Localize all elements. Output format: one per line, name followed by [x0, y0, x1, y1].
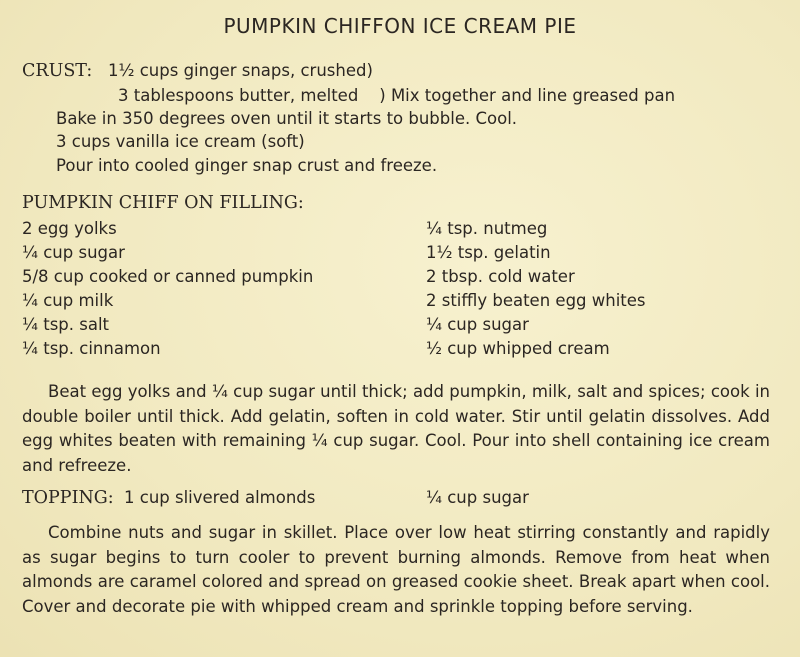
recipe-title: PUMPKIN CHIFFON ICE CREAM PIE	[223, 14, 577, 38]
filling-ingredient: 2 stiffly beaten egg whites	[426, 291, 646, 310]
filling-instructions	[22, 380, 770, 478]
crust-heading: CRUST:	[22, 61, 93, 81]
filling-ingredient: ¼ cup sugar	[426, 315, 529, 334]
filling-ingredient: ¼ tsp. nutmeg	[426, 219, 548, 238]
crust-item-ginger-snaps: 1½ cups ginger snaps, crushed)	[108, 61, 373, 80]
topping-item-almonds: 1 cup slivered almonds	[124, 488, 316, 507]
topping-item-sugar: ¼ cup sugar	[426, 488, 529, 507]
filling-heading: PUMPKIN CHIFF ON FILLING:	[22, 193, 304, 213]
filling-ingredient: 5/8 cup cooked or canned pumpkin	[22, 267, 314, 286]
crust-item-butter: 3 tablespoons butter, melted ) Mix together and line greased pan	[118, 86, 676, 105]
filling-ingredient: ¼ tsp. salt	[22, 315, 110, 334]
crust-pour-instruction: Pour into cooled ginger snap crust and freeze.	[56, 156, 438, 175]
filling-ingredient: ¼ tsp. cinnamon	[22, 339, 161, 358]
filling-ingredient: ¼ cup milk	[22, 291, 114, 310]
topping-instructions-text: Combine nuts and sugar in skillet. Place over low heat stirring constantly and rapidly as sugar begins to turn cooler to prevent burning almonds. Remove from heat when almonds are caramel colored and spread on greased cookie sheet. Break apart when cool. Cover and decorate pie with whipped cream and sprinkle topping before serving.	[22, 523, 770, 616]
filling-ingredient: 2 egg yolks	[22, 219, 117, 238]
filling-ingredient: 2 tbsp. cold water	[426, 267, 575, 286]
filling-instructions-text: Beat egg yolks and ¼ cup sugar until thick; add pumpkin, milk, salt and spices; cook in double boiler until thick. Add gelatin, soften in cold water. Stir until gelatin dissolves. Add egg whites beaten with remaining ¼ cup sugar. Cool. Pour into shell containing ice cream and refreeze.	[22, 382, 770, 475]
topping-instructions	[22, 521, 770, 619]
crust-ice-cream: 3 cups vanilla ice cream (soft)	[56, 132, 305, 151]
filling-ingredient: ¼ cup sugar	[22, 243, 125, 262]
filling-ingredient: ½ cup whipped cream	[426, 339, 610, 358]
filling-ingredient: 1½ tsp. gelatin	[426, 243, 551, 262]
crust-bake-instruction: Bake in 350 degrees oven until it starts to bubble. Cool.	[56, 109, 518, 128]
topping-heading: TOPPING:	[22, 488, 114, 508]
